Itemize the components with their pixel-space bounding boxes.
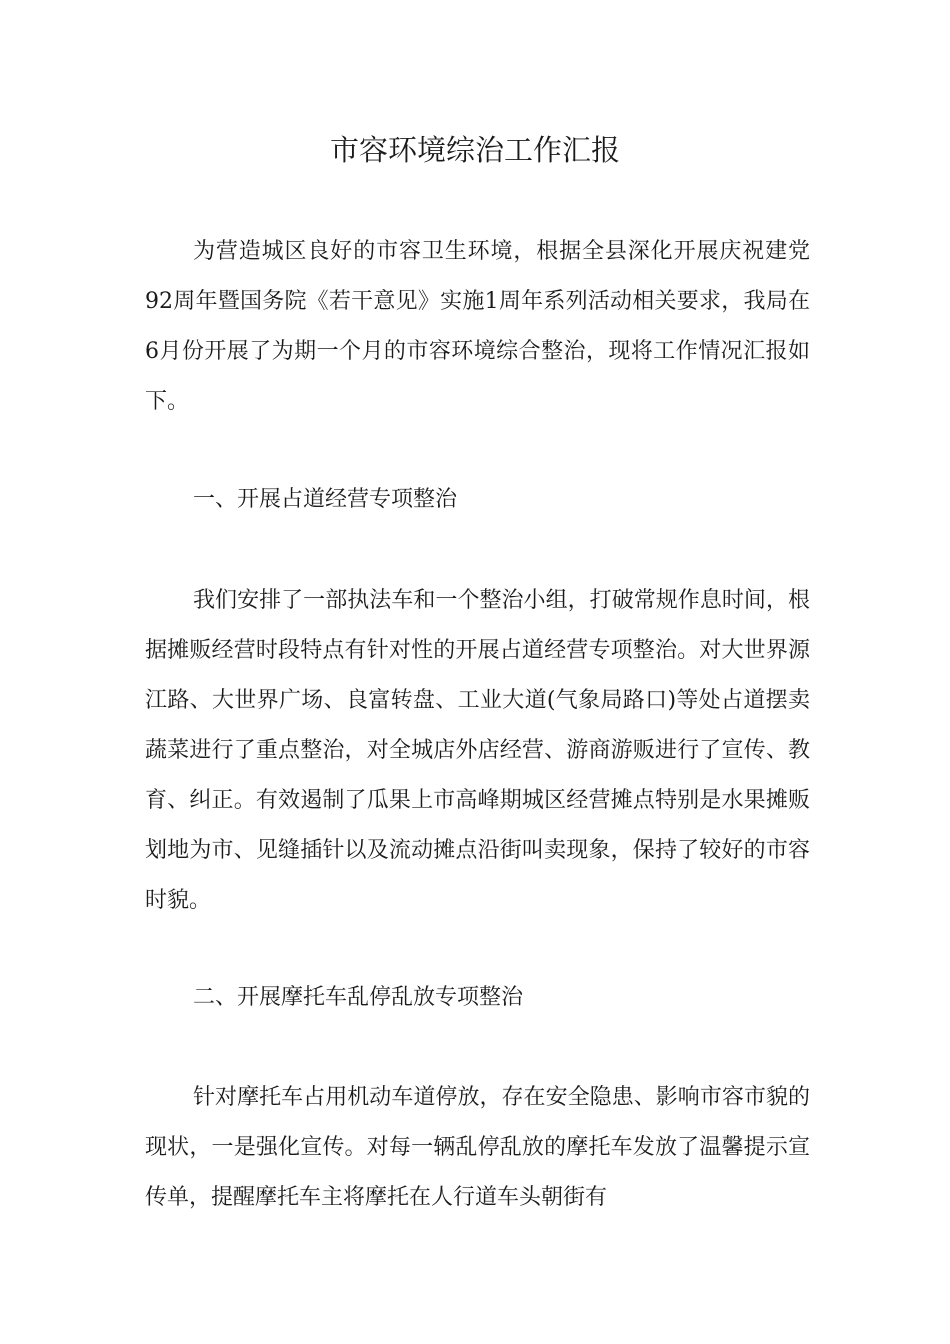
section2-heading: 二、开展摩托车乱停乱放专项整治 <box>193 985 524 1010</box>
document-title: 市容环境综治工作汇报 <box>329 133 620 167</box>
intro-paragraph: 为营造城区良好的市容卫生环境，根据全县深化开展庆祝建党92周年暨国务院《若干意见》实施1周年系列活动相关要求，我局在6月份开展了为期一个月的市容环境综合整治，现将工作情况汇报如下。 <box>145 239 810 414</box>
section2-paragraph: 针对摩托车占用机动车道停放，存在安全隐患、影响市容市貌的现状，一是强化宣传。对每一辆乱停乱放的摩托车发放了温馨提示宣传单，提醒摩托车主将摩托在人行道车头朝街有 <box>145 1085 810 1210</box>
section1-heading: 一、开展占道经营专项整治 <box>193 487 458 512</box>
section1-paragraph: 我们安排了一部执法车和一个整治小组，打破常规作息时间，根据摊贩经营时段特点有针对性的开展占道经营专项整治。对大世界源江路、大世界广场、良富转盘、工业大道(气象局路口)等处占道摆卖蔬菜进行了重点整治，对全城店外店经营、游商游贩进行了宣传、教育、纠正。有效遏制了瓜果上市高峰期城区经营摊点特别是水果摊贩划地为市、见缝插针以及流动摊点沿街叫卖现象，保持了较好的市容时貌。 <box>145 588 810 913</box>
